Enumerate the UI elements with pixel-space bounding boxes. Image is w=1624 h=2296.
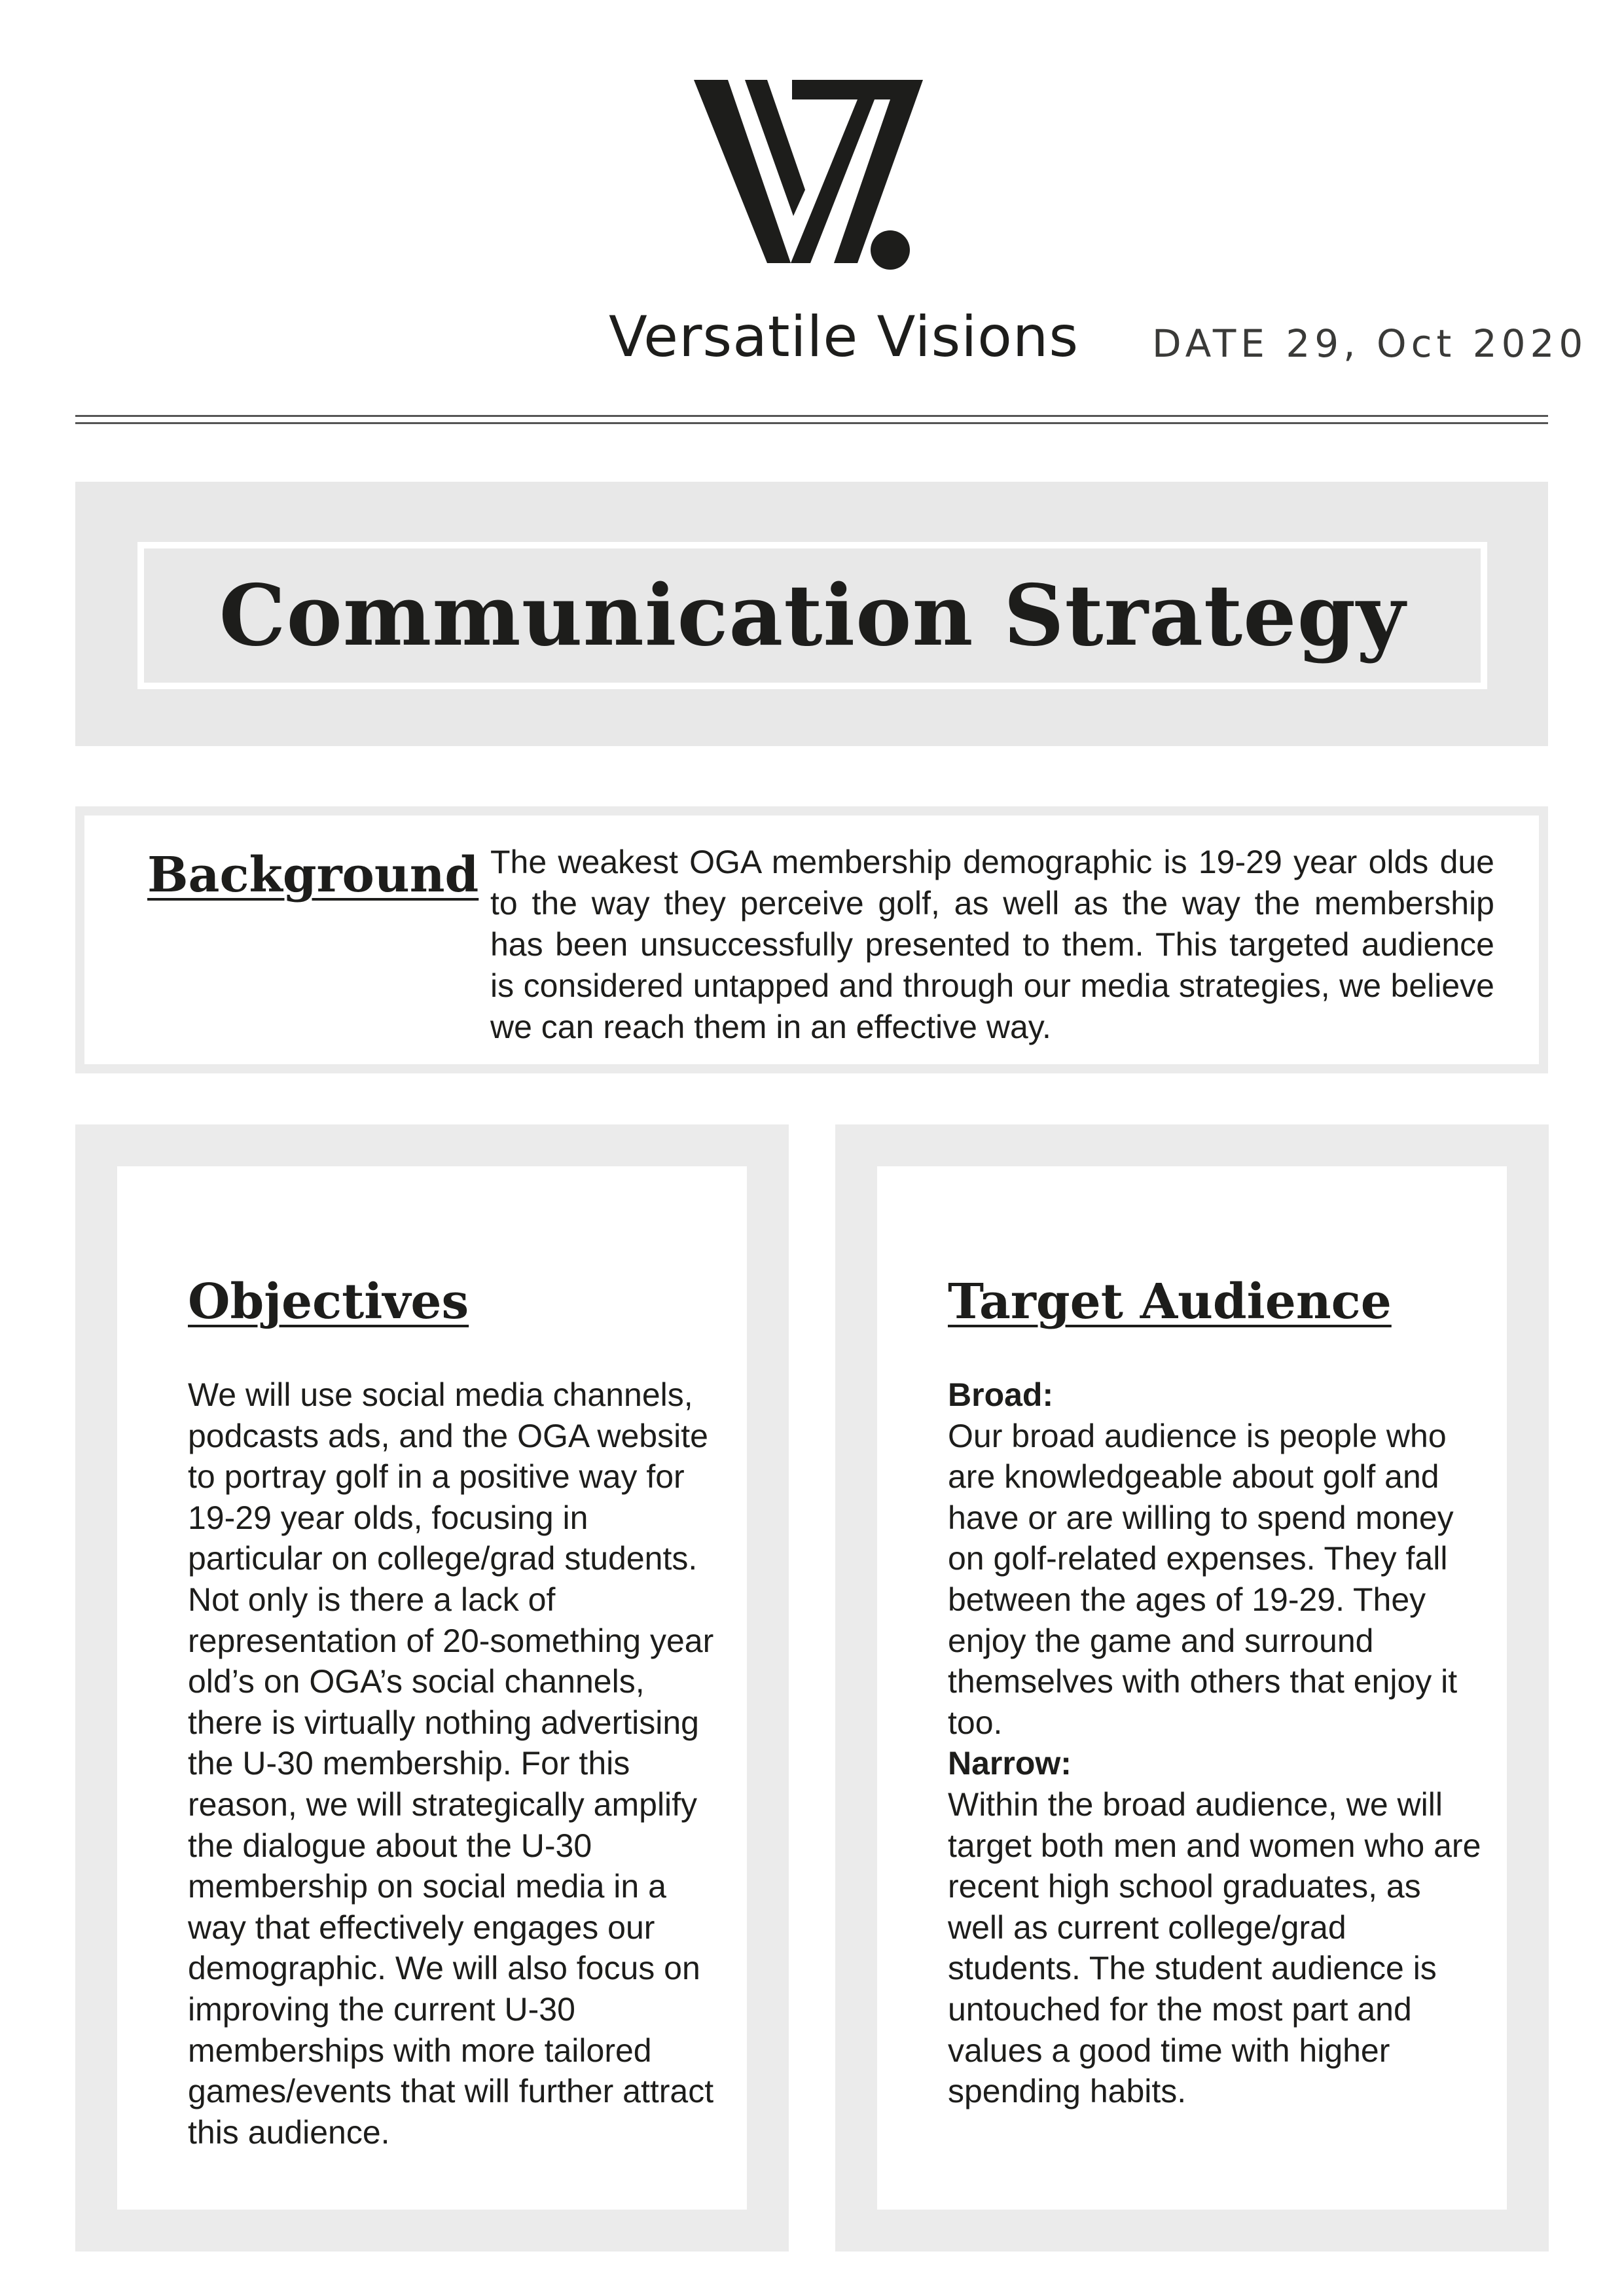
background-section [75,806,1548,1073]
objectives-paragraph: We will use social media channels, podcasts ads, and the OGA website to portray golf in a positive way for 19-29 year olds, focusing in particular on college/grad students. Not only is there a lack of representation of 20-something year old’s on OGA’s social channels, there is virtually nothing advertising the U-30 membership. For this reason, we will strategically amplify the dialogue about the U-30 membership on social media in a way that effectively engages our demographic. We will also focus on improving the current U-30 memberships with more tailored games/events that will further attract this audience. [188,1376,714,2151]
vv-logo-icon [694,73,923,283]
objectives-text [188,1374,725,2153]
target-audience-heading: Target Audience [948,1274,1392,1330]
target-audience-section [835,1124,1549,2251]
background-heading: Background [147,847,479,903]
title-banner [75,482,1548,746]
narrow-label: Narrow: [948,1745,1072,1782]
background-card [84,816,1539,1064]
background-text: The weakest OGA membership demographic is 19-29 year olds due to the way they perceive golf, as well as the way the membership has been unsuccessfully presented to them. This targeted audience is considered untapped and through our media strategies, we believe we can reach them in an effective way. [490,844,1494,1045]
broad-label: Broad: [948,1376,1054,1413]
header-divider-top [75,415,1548,417]
title-frame [137,542,1487,689]
objectives-heading: Objectives [188,1274,469,1330]
page-title: Communication Strategy [219,566,1406,665]
objectives-section [75,1124,789,2251]
document-date: DATE 29, Oct 2020 [1152,321,1588,366]
objectives-card [117,1166,747,2210]
narrow-text: Within the broad audience, we will target both men and women who are recent high school graduates, as well as current college/grad students. The student audience is untouched for the most part and values a good time with higher spending habits. [948,1785,1481,2110]
broad-text: Our broad audience is people who are knowledgeable about golf and have or are willing to spend money on golf-related expenses. They fall between the ages of 19-29. They enjoy the game and surround themselves with others that enjoy it too. [948,1417,1458,1741]
brand-name: Versatile Visions [609,304,1079,370]
header-divider-bottom [75,422,1548,424]
target-audience-card [877,1166,1507,2210]
target-audience-text [948,1374,1485,2112]
